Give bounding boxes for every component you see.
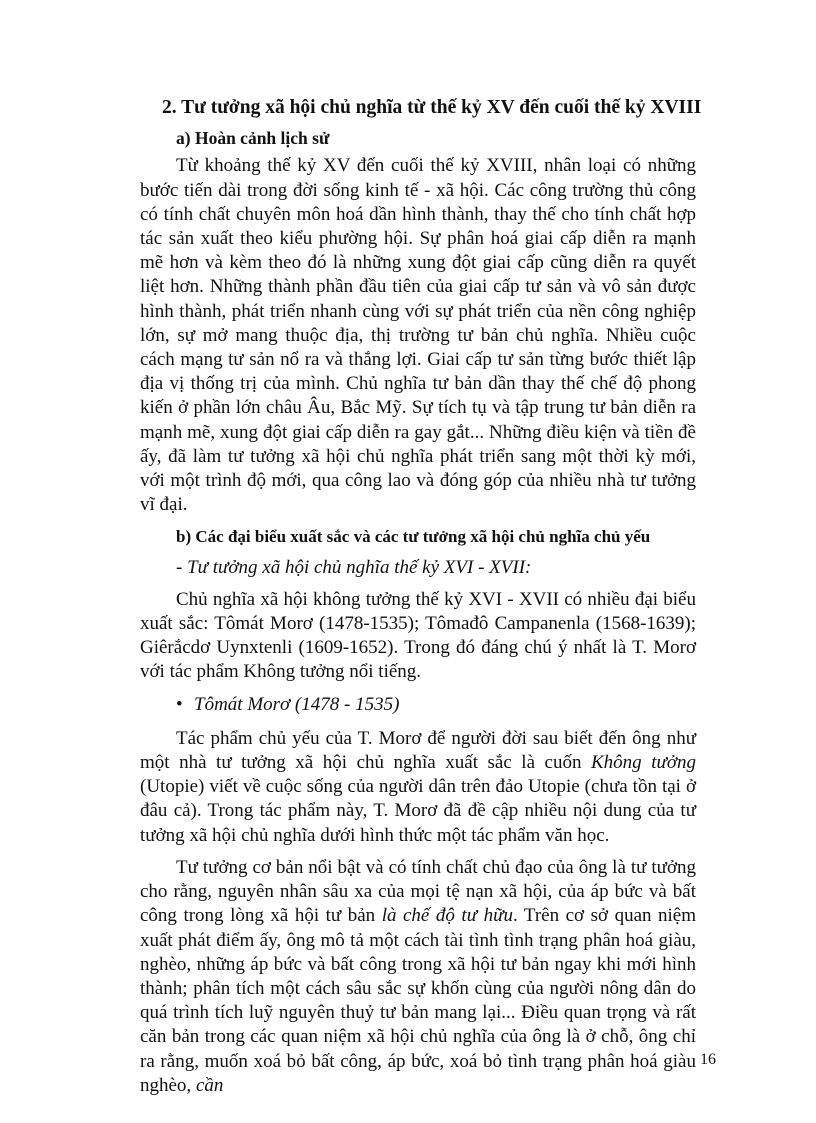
- italic-private-property: là chế độ tư hữu: [381, 905, 513, 927]
- document-page: [140, 96, 702, 1098]
- subsection-a-heading: a) Hoàn cảnh lịch sử: [176, 128, 330, 149]
- bullet-thomas-more-label: Tômát Morơ (1478 - 1535): [194, 693, 400, 715]
- italic-continuation: cần: [195, 1074, 224, 1096]
- section-title: 2. Tư tưởng xã hội chủ nghĩa từ thế kỷ XV đến cuối thế kỷ XVIII: [162, 97, 702, 118]
- paragraph-utopia-work: Tác phẩm chủ yếu của T. Morơ để người đời sau biết đến ông như một nhà tư tưởng xã hội chủ nghĩa xuất sắc là cuốn Không tưởng (Utopie) viết về cuộc sống của người dân trên đảo Utopie (chưa tồn tại ở đâu cả). Trong tác phẩm này, T. Morơ đã đề cập nhiều nội dung của tư tưởng xã hội chủ nghĩa dưới hình thức một tác phẩm văn học.: [140, 727, 696, 846]
- paragraph-historical-context: Từ khoảng thế kỷ XV đến cuối thế kỷ XVIII, nhân loại có những bước tiến dài trong đời sống kinh tế - xã hội. Các công trường thủ công có tính chất chuyên môn hoá dần hình thành, thay thế cho tính chất hợp tác sản xuất theo kiểu phường hội. Sự phân hoá giai cấp diễn ra mạnh mẽ hơn và kèm theo đó là những xung đột giai cấp cũng diễn ra quyết liệt hơn. Những thành phần đầu tiên của giai cấp tư sản và vô sản được hình thành, phát triển nhanh cùng với sự phát triển của nền công nghiệp lớn, sự mở mang thuộc địa, thị trường tư bản chủ nghĩa. Nhiều cuộc cách mạng tư sản nổ ra và thắng lợi. Giai cấp tư sản từng bước thiết lập địa vị thống trị của mình. Chủ nghĩa tư bản dần thay thế chế độ phong kiến ở phần lớn châu Âu, Bắc Mỹ. Sự tích tụ và tập trung tư bản diễn ra mạnh mẽ, xung đột giai cấp diễn ra gay gắt... Những điều kiện và tiền đề ấy, đã làm tư tưởng xã hội chủ nghĩa phát triển sang một thời kỳ mới, với một trình độ mới, qua công lao và đóng góp của nhiều nhà tư tưởng vĩ đại.: [140, 155, 696, 516]
- page-number: 16: [700, 1051, 716, 1068]
- bullet-thomas-more: [140, 693, 696, 717]
- italic-book-title: Không tưởng: [591, 752, 696, 774]
- bullet-dot-icon: •: [176, 693, 183, 715]
- paragraph-representatives: Chủ nghĩa xã hội không tưởng thế kỷ XVI - XVII có nhiều đại biểu xuất sắc: Tômát Morơ (1478-1535); Tômađô Campanenla (1568-1639); Giêrắcdơ Uynxtenli (1609-1652). Trong đó đáng chú ý nhất là T. Morơ với tác phẩm Không tưởng nổi tiếng.: [140, 588, 696, 683]
- paragraph-private-property: Tư tưởng cơ bản nổi bật và có tính chất chủ đạo của ông là tư tưởng cho rằng, nguyên nhân sâu xa của mọi tệ nạn xã hội, của áp bức và bất công trong lòng xã hội tư bản là chế độ tư hữu. Trên cơ sở quan niệm xuất phát điểm ấy, ông mô tả một cách tài tình tình trạng phân hoá giàu, nghèo, những áp bức và bất công trong xã hội tư bản ngay khi mới hình thành; phân tích một cách sâu sắc sự khốn cùng của người nông dân do quá trình tích luỹ nguyên thuỷ tư bản mang lại... Điều quan trọng và rất căn bản trong các quan niệm xã hội chủ nghĩa của ông là ở chỗ, ông chỉ ra rằng, muốn xoá bỏ bất công, áp bức, xoá bỏ tình trạng phân hoá giàu nghèo, cần: [140, 856, 697, 1096]
- sub-heading-16-17-century: - Tư tưởng xã hội chủ nghĩa thế kỷ XVI - XVII:: [176, 556, 532, 578]
- subsection-b-heading: b) Các đại biểu xuất sắc và các tư tưởng xã hội chủ nghĩa chủ yếu: [176, 527, 651, 547]
